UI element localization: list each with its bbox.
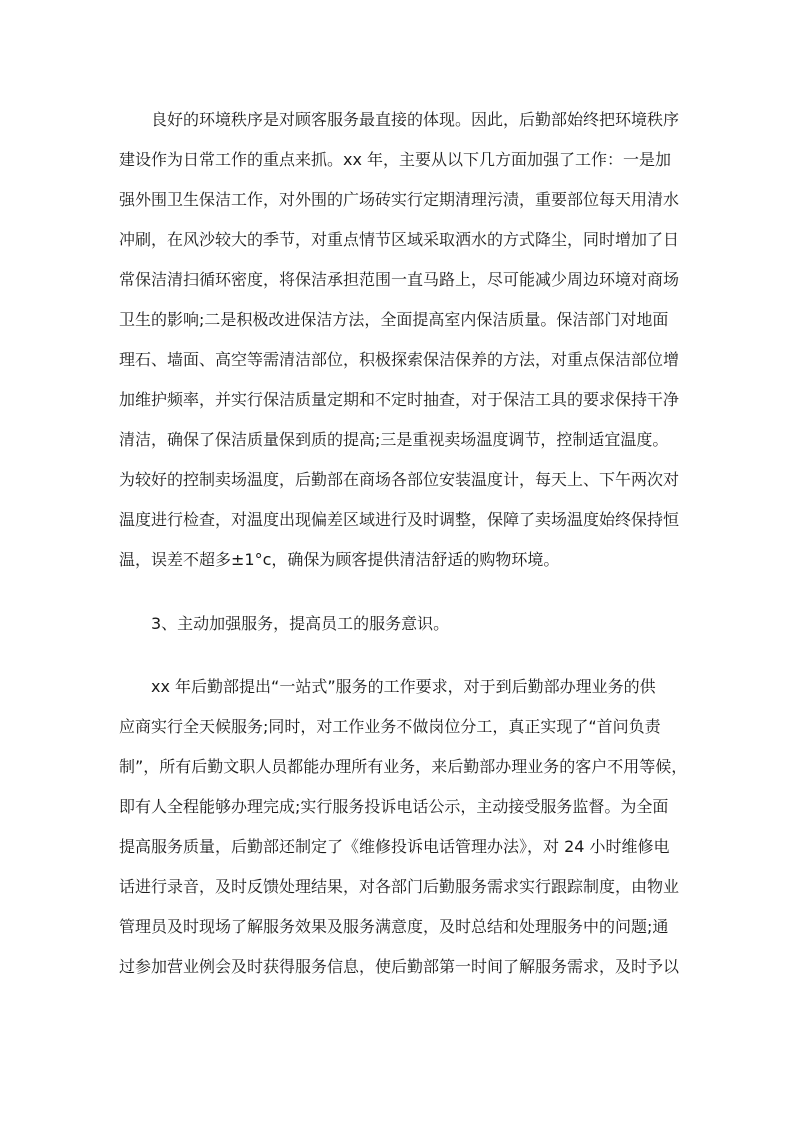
text-line: 良好的环境秩序是对顾客服务最直接的体现。因此，后勤部始终把环境秩序 xyxy=(151,110,680,129)
text-line: 话进行录音，及时反馈处理结果，对各部门后勤服务需求实行跟踪制度，由物业 xyxy=(119,877,680,896)
text-line: 加维护频率，并实行保洁质量定期和不定时抽查，对于保洁工具的要求保持干净 xyxy=(119,390,680,409)
text-line: 强外围卫生保洁工作，对外围的广场砖实行定期清理污渍，重要部位每天用清水 xyxy=(119,190,680,209)
text-line: 冲刷，在风沙较大的季节，对重点情节区域采取洒水的方式降尘，同时增加了日 xyxy=(119,230,680,249)
text-line: 建设作为日常工作的重点来抓。xx 年，主要从以下几方面加强了工作：一是加 xyxy=(119,150,672,169)
text-line: 温度进行检查，对温度出现偏差区域进行及时调整，保障了卖场温度始终保持恒 xyxy=(119,510,680,529)
text-line: 应商实行全天候服务;同时，对工作业务不做岗位分工，真正实现了“首问负责 xyxy=(119,717,661,736)
text-line: 即有人全程能够办理完成;实行服务投诉电话公示，主动接受服务监督。为全面 xyxy=(119,797,669,816)
text-line: 常保洁清扫循环密度，将保洁承担范围一直马路上，尽可能减少周边环境对商场 xyxy=(119,270,680,289)
text-line: xx 年后勤部提出“一站式”服务的工作要求，对于到后勤部办理业务的供 xyxy=(151,677,656,696)
text-line: 提高服务质量，后勤部还制定了《维修投诉电话管理办法》，对 24 小时维修电 xyxy=(119,837,670,856)
text-line: 理石、墙面、高空等需清洁部位，积极探索保洁保养的方法，对重点保洁部位增 xyxy=(119,350,680,369)
text-line: 温，误差不超多±1°c，确保为顾客提供清洁舒适的购物环境。 xyxy=(119,550,560,569)
text-line: 为较好的控制卖场温度，后勤部在商场各部位安装温度计，每天上、下午两次对 xyxy=(119,470,680,489)
section-heading: 3、主动加强服务，提高员工的服务意识。 xyxy=(151,614,450,633)
text-line: 制”，所有后勤文职人员都能办理所有业务，来后勤部办理业务的客户不用等候， xyxy=(119,757,688,776)
text-line: 管理员及时现场了解服务效果及服务满意度，及时总结和处理服务中的问题;通 xyxy=(119,917,669,936)
text-line: 过参加营业例会及时获得服务信息，使后勤部第一时间了解服务需求，及时予以 xyxy=(119,957,680,976)
text-line: 卫生的影响;二是积极改进保洁方法，全面提高室内保洁质量。保洁部门对地面 xyxy=(119,310,669,329)
text-line: 清洁，确保了保洁质量保到质的提高;三是重视卖场温度调节，控制适宜温度。 xyxy=(119,430,669,449)
